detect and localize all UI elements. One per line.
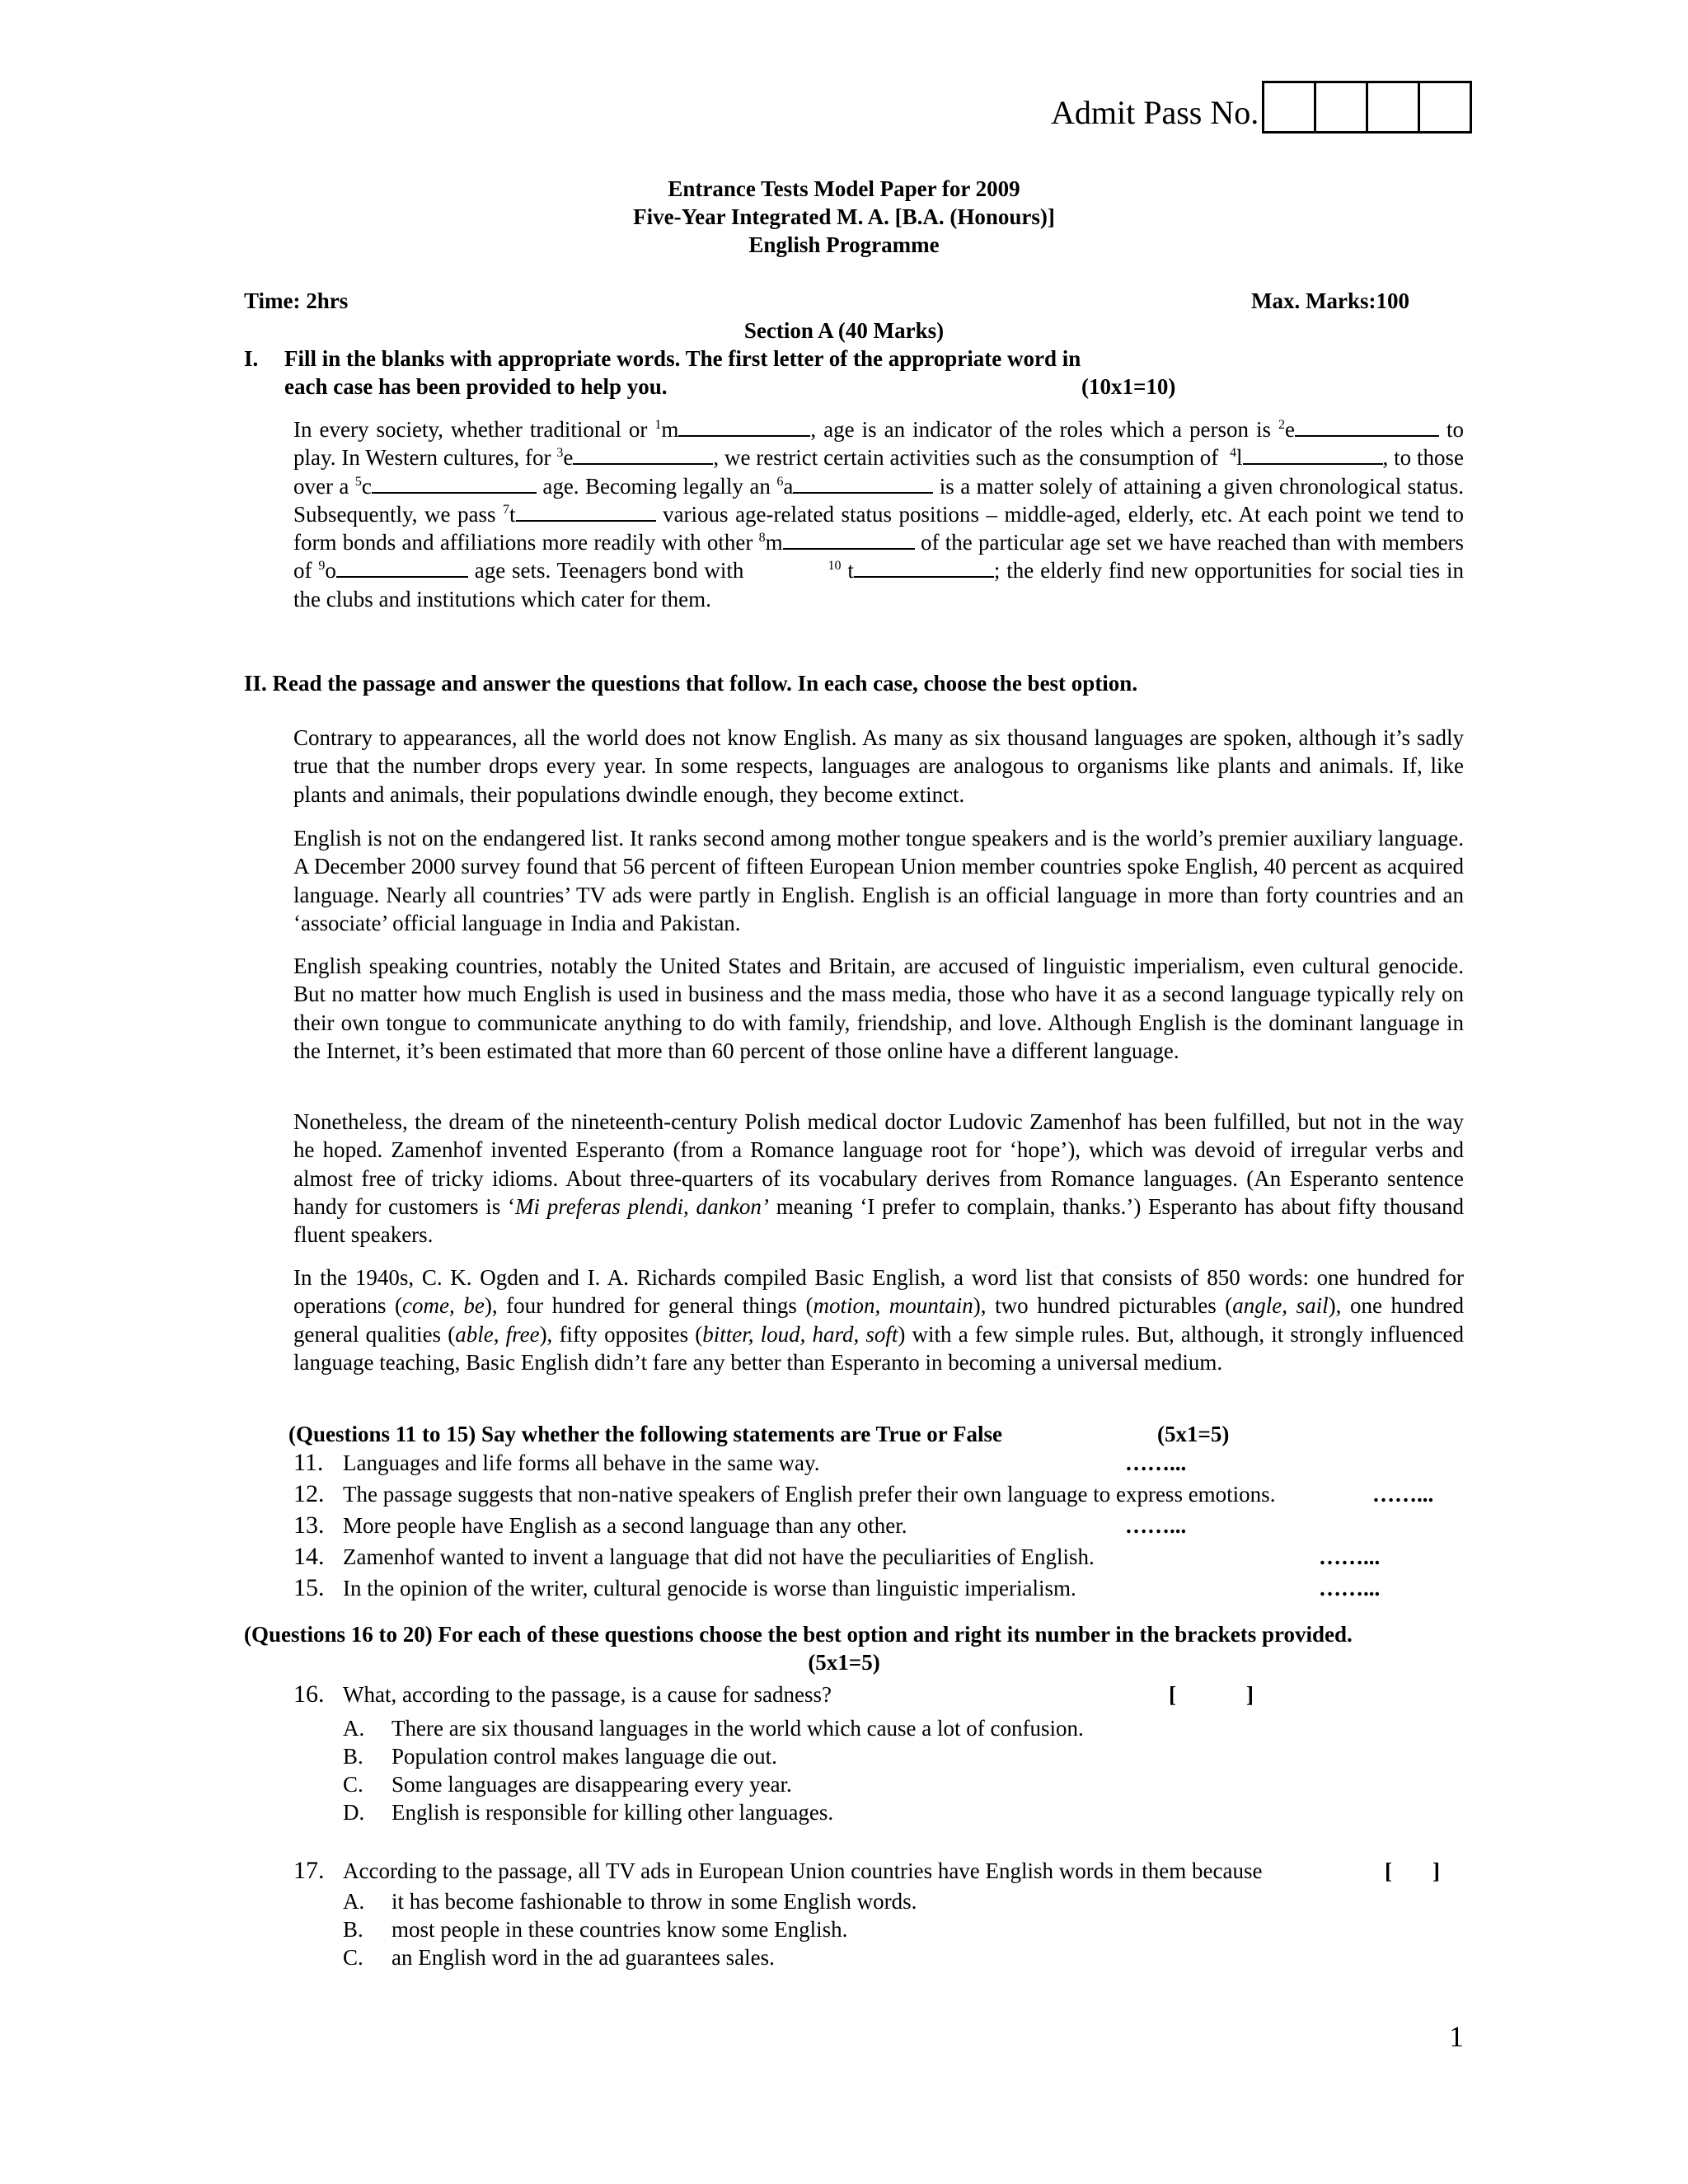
option-letter: A. (343, 1889, 365, 1914)
tf-heading: (Questions 11 to 15) Say whether the following statements are True or False (288, 1422, 1002, 1446)
time-allowed: Time: 2hrs (244, 288, 349, 313)
answer-dots[interactable]: ……... (1319, 1544, 1381, 1569)
tf-number: 14. (293, 1543, 325, 1570)
passage-paragraph-1: Contrary to appearances, all the world does not know English. As many as six thousand languages are spoken, although it’s sadly true that the number drops every year. In some respects, languages are analogous to organisms like plants and animals. If, like plants and animals, their populations dwindle enough, they become extinct. (293, 725, 1464, 807)
passage-paragraph-5: In the 1940s, C. K. Ogden and I. A. Richards compiled Basic English, a word list that consists of 850 words: one hundred for operations (come, be), four hundred for general things (motion, mountain), two hundred picturables (angle, sail), one hundred general qualities (able, free), fifty opposites (bitter, loud, hard, soft) with a few simple rules. But, although, it strongly influenced language teaching, Basic English didn’t fare any better than Esperanto in becoming a universal medium. (293, 1265, 1464, 1375)
admit-pass-box[interactable] (1316, 83, 1368, 131)
answer-bracket-close[interactable]: ] (1432, 1858, 1440, 1883)
answer-dots[interactable]: ……... (1319, 1576, 1381, 1601)
question-number: 17. (293, 1857, 325, 1884)
option-letter: A. (343, 1716, 365, 1741)
max-marks: Max. Marks:100 (1251, 288, 1409, 313)
paper-title: Entrance Tests Model Paper for 2009 (668, 176, 1020, 201)
question-text: What, according to the passage, is a cause for sadness? (343, 1682, 832, 1707)
blank-9[interactable] (336, 556, 468, 578)
blank-5[interactable] (372, 472, 537, 494)
answer-dots[interactable]: ……... (1372, 1482, 1434, 1507)
admit-pass-box[interactable] (1368, 83, 1420, 131)
option-letter: B. (343, 1917, 363, 1942)
option-text: an English word in the ad guarantees sales. (392, 1945, 775, 1970)
section-a-heading: Section A (40 Marks) (743, 318, 945, 343)
answer-bracket-open[interactable]: [ (1385, 1858, 1392, 1883)
blank-7[interactable] (516, 500, 656, 522)
tf-number: 15. (293, 1574, 325, 1601)
answer-dots[interactable]: ……... (1125, 1451, 1187, 1475)
q1-numeral: I. (244, 346, 259, 371)
tf-statement: The passage suggests that non-native speakers of English prefer their own language to express emotions. (343, 1482, 1276, 1507)
q1-marks: (10x1=10) (1081, 374, 1176, 399)
blank-2[interactable] (1295, 415, 1439, 437)
tf-number: 12. (293, 1480, 325, 1507)
blank-4[interactable] (1243, 443, 1383, 465)
passage-paragraph-3: English speaking countries, notably the United States and Britain, are accused of linguistic imperialism, even cultural genocide. But no matter how much English is used in business and the mass media, those who have it as a second language typically rely on their own tongue to communicate anything to do with family, friendship, and love. Although English is the dominant language in the Internet, it’s been estimated that more than 60 percent of those online have a different language. (293, 954, 1464, 1063)
tf-marks: (5x1=5) (1157, 1422, 1230, 1446)
tf-statement: More people have English as a second language than any other. (343, 1513, 907, 1538)
blank-8[interactable] (783, 528, 915, 550)
admit-pass-box[interactable] (1420, 83, 1470, 131)
admit-pass-label: Admit Pass No. (1051, 94, 1259, 131)
tf-number: 11. (293, 1449, 324, 1476)
tf-statement: Zamenhof wanted to invent a language that did not have the peculiarities of English. (343, 1544, 1095, 1569)
option-letter: C. (343, 1945, 363, 1970)
q2-heading: II. Read the passage and answer the questions that follow. In each case, choose the best option. (244, 671, 1138, 696)
blank-1[interactable] (678, 415, 810, 437)
passage-paragraph-4: Nonetheless, the dream of the nineteenth-century Polish medical doctor Ludovic Zamenhof has been fulfilled, but not in the way he hoped. Zamenhof invented Esperanto (from a Romance language root for ‘hope’), which was devoid of irregular verbs and almost free of tricky idioms. About three-quarters of its vocabulary derives from Romance languages. (An Esperanto sentence handy for customers is ‘Mi preferas plendi, dankon’ meaning ‘I prefer to complain, thanks.’) Esperanto has about fifty thousand fluent speakers. (293, 1109, 1464, 1248)
programme-name: English Programme (748, 232, 940, 257)
option-letter: D. (343, 1800, 365, 1825)
question-text: According to the passage, all TV ads in European Union countries have English words in them because (343, 1858, 1263, 1883)
blank-10[interactable] (854, 556, 994, 578)
option-text: Population control makes language die out. (392, 1744, 777, 1769)
blank-6[interactable] (793, 472, 933, 494)
admit-pass-box[interactable] (1264, 83, 1316, 131)
tf-number: 13. (293, 1511, 325, 1539)
admit-pass (1051, 82, 1472, 134)
mcq-marks: (5x1=5) (808, 1650, 880, 1675)
programme-title: Five-Year Integrated M. A. [B.A. (Honours)] (633, 204, 1055, 229)
option-letter: B. (343, 1744, 363, 1769)
answer-bracket-close[interactable]: ] (1246, 1682, 1254, 1707)
option-text: Some languages are disappearing every year. (392, 1772, 792, 1797)
blank-3[interactable] (573, 443, 713, 465)
admit-pass-boxes (1262, 81, 1472, 134)
option-text: it has become fashionable to throw in some English words. (392, 1889, 917, 1914)
mcq-heading: (Questions 16 to 20) For each of these questions choose the best option and right its number in the brackets provided. (244, 1622, 1353, 1647)
tf-statement: In the opinion of the writer, cultural genocide is worse than linguistic imperialism. (343, 1576, 1076, 1601)
q1-instruction-line2: each case has been provided to help you. (284, 374, 668, 399)
option-text: There are six thousand languages in the world which cause a lot of confusion. (392, 1716, 1084, 1741)
passage-paragraph-2: English is not on the endangered list. It ranks second among mother tongue speakers and is the world’s premier auxiliary language. A December 2000 survey found that 56 percent of fifteen European Union member countries spoke English, 40 percent as acquired language. Nearly all countries’ TV ads were partly in English. English is an official language in more than forty countries and an ‘associate’ official language in India and Pakistan. (293, 826, 1464, 935)
tf-statement: Languages and life forms all behave in the same way. (343, 1451, 820, 1475)
page-number: 1 (1449, 2020, 1464, 2053)
question-number: 16. (293, 1680, 325, 1708)
q1-instruction-line1: Fill in the blanks with appropriate words. The first letter of the appropriate word in (284, 346, 1081, 371)
option-letter: C. (343, 1772, 363, 1797)
fill-blanks-passage: In every society, whether traditional or $^1$m , age is an indicator of the roles which a person is $^2$e to play. In Western cultures, for $^3$e , we restrict certain activities such as the consumption of $^4$l , to those over a $^5$c age. Becoming legally an $^6$a is a matter solely of attaining a given chronological status. Subsequently, we pass $^7$t various age-related status positions – middle-aged, elderly, etc. At each point we tend to form bonds and affiliations more readily with other $^8$m of the particular age set we have reached than with members of $^9$o age sets. Teenagers bond with $^{10}$ t ; the elderly find new opportunities for social ties in the clubs and institutions which cater for them. (293, 417, 1465, 612)
option-text: English is responsible for killing other languages. (392, 1800, 834, 1825)
option-text: most people in these countries know some English. (392, 1917, 848, 1942)
answer-bracket-open[interactable]: [ (1169, 1682, 1176, 1707)
answer-dots[interactable]: ……... (1125, 1513, 1187, 1538)
